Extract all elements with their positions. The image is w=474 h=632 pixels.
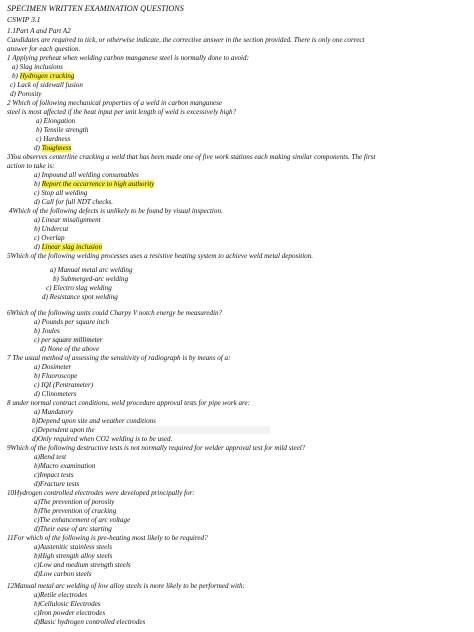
question-7-text: 7 The usual method of assessing the sensitivity of radiograph is by means of a: <box>7 354 231 362</box>
document-title: SPECIMEN WRITTEN EXAMINATION QUESTIONS <box>7 4 184 13</box>
q10-option-d: d)Their ease of arc starting <box>34 525 112 533</box>
q11-option-b: b)High strength alloy steels <box>34 552 113 560</box>
q6-option-d: d) None of the above <box>40 345 100 353</box>
question-2-text-1: 2 Which of following mechanical properties of a weld in carbon manganese <box>7 99 223 107</box>
q2-option-d: d) Toughness <box>34 144 72 152</box>
q7-option-b: b) Fluoroscope <box>34 372 78 380</box>
q10-option-b: b)The prevention of cracking <box>34 507 117 515</box>
question-1-text: 1 Applying preheat when welding carbon manganese steel is normally done to avoid: <box>7 54 249 62</box>
q5-option-b: b) Submerged-arc welding <box>53 275 129 283</box>
q8-option-c: c)Dependent upon the <box>32 426 95 434</box>
question-3-text-1: 3You observes centerline cracking a weld that has been made one of five work stations each making similar components. The first <box>7 153 376 161</box>
q8-option-a: a) Mandatory <box>34 408 74 416</box>
question-11-text: 11For which of the following is pre-heating most likely to be required? <box>7 534 208 542</box>
q9-option-d: d)Fracture tests <box>34 480 80 488</box>
q5-option-d: d) Resistance spot welding <box>42 293 118 301</box>
q10-option-c: c)The enhancement of arc voltage <box>34 516 131 524</box>
question-2-text-2: steel is most affected if the heat input per unit length of weld is excessively high? <box>7 108 237 116</box>
q1-option-c: c) Lack of sidewall fusion <box>10 81 83 89</box>
q7-option-d: d) Clinometers <box>34 390 77 398</box>
q4-option-a: a) Linear misalignment <box>34 216 101 224</box>
instructions-line-2: answer for each question. <box>7 45 81 53</box>
question-12-text: 12Manual metal arc welding of low alloy steels is more likely to be performed with: <box>7 582 245 590</box>
q4-option-b: b) Undercut <box>34 225 69 233</box>
q1-option-b: b) Hydrogen cracking <box>12 72 75 80</box>
course-code: CSWIP 3.1 <box>7 15 41 24</box>
q4-option-d: d) Linear slag inclusion <box>34 243 102 251</box>
instructions-line-1: Candidates are required to tick, or otherwise indicate, the corrective answer in the section provided. There is only one correct <box>7 36 365 44</box>
q3-answer-highlight: Report the occurrence to high authority <box>41 180 155 188</box>
question-9-text: 9Which of the following destructive tests is not normally required for welder approval test for mild steel? <box>7 444 306 452</box>
q8-option-d: d)Only required when CO2 welding is to be used. <box>32 435 173 443</box>
q9-option-a: a)Bend test <box>34 453 67 461</box>
q2-option-a: a) Elongation <box>36 117 76 125</box>
q1-answer-highlight: Hydrogen cracking <box>19 72 75 80</box>
q2-answer-highlight: Toughness <box>41 144 72 152</box>
question-10-text: 10Hydrogen controlled electrodes were developed principally for: <box>7 489 195 497</box>
q11-option-d: d)Low carbon steels <box>34 570 92 578</box>
q7-option-a: a) Dosimeter <box>34 363 72 371</box>
q3-option-a: a) Impound all welding consumables <box>34 171 139 179</box>
q4-answer-highlight: Linear slag inclusion <box>41 243 102 251</box>
q12-option-d: d)Basic hydrogen controlled electrodes <box>34 618 146 626</box>
part-heading: 1.1Part A and Part A2 <box>7 27 71 35</box>
q4-option-c: c) Overlap <box>34 234 65 242</box>
q1-option-a: a) Slag inclusions <box>12 63 63 71</box>
question-8-text: 8 under normal contract conditions, weld procedure approval tests for pipe work are: <box>7 399 251 407</box>
question-4-text: 4Which of the following defects is unlikely to be found by visual inspection. <box>9 207 223 215</box>
q1-option-d: d) Porosity <box>10 90 42 98</box>
q11-option-a: a)Austenitic stainless steels <box>34 543 113 551</box>
q9-option-b: b)Macro examination <box>34 462 96 470</box>
q3-option-d: d) Call for full NDT checks. <box>34 198 114 206</box>
question-3-text-2: action to take is: <box>7 162 55 170</box>
q6-option-c: c) per square millimeter <box>34 336 103 344</box>
q5-option-a: a) Manual metal arc welding <box>50 266 133 274</box>
q11-option-c: c)Low and medium strength steels <box>34 561 131 569</box>
q9-option-c: c)Impact tests <box>34 471 74 479</box>
q5-option-c: c) Electro slag welding <box>46 284 112 292</box>
question-6-text: 6Which of the following units could Charpy V notch energy be measuredin? <box>7 309 223 317</box>
q6-option-b: b) Joules <box>34 327 60 335</box>
q8-option-b: b)Depend upon site and weather conditions <box>32 417 156 425</box>
q2-option-b: b) Tensile strength <box>36 126 89 134</box>
q10-option-a: a)The prevention of porosity <box>34 498 115 506</box>
q3-option-b: b) Report the occurrence to high authority <box>34 180 155 188</box>
q3-option-c: c) Stop all welding <box>34 189 88 197</box>
q2-option-c: c) Hardness <box>36 135 71 143</box>
q6-option-a: a) Pounds per square inch <box>34 318 110 326</box>
q12-option-a: a)Retile electrodes <box>34 591 88 599</box>
q12-option-c: c)Iron powder electrodes <box>34 609 106 617</box>
q8-obscured-region <box>110 426 270 434</box>
q7-option-c: c) IQI (Pentrameter) <box>34 381 94 389</box>
q12-option-b: b)Cellulosic Electrodes <box>34 600 101 608</box>
question-5-text: 5Which of the following welding processes uses a resistive heating system to achieve weld metal deposition. <box>7 252 314 260</box>
